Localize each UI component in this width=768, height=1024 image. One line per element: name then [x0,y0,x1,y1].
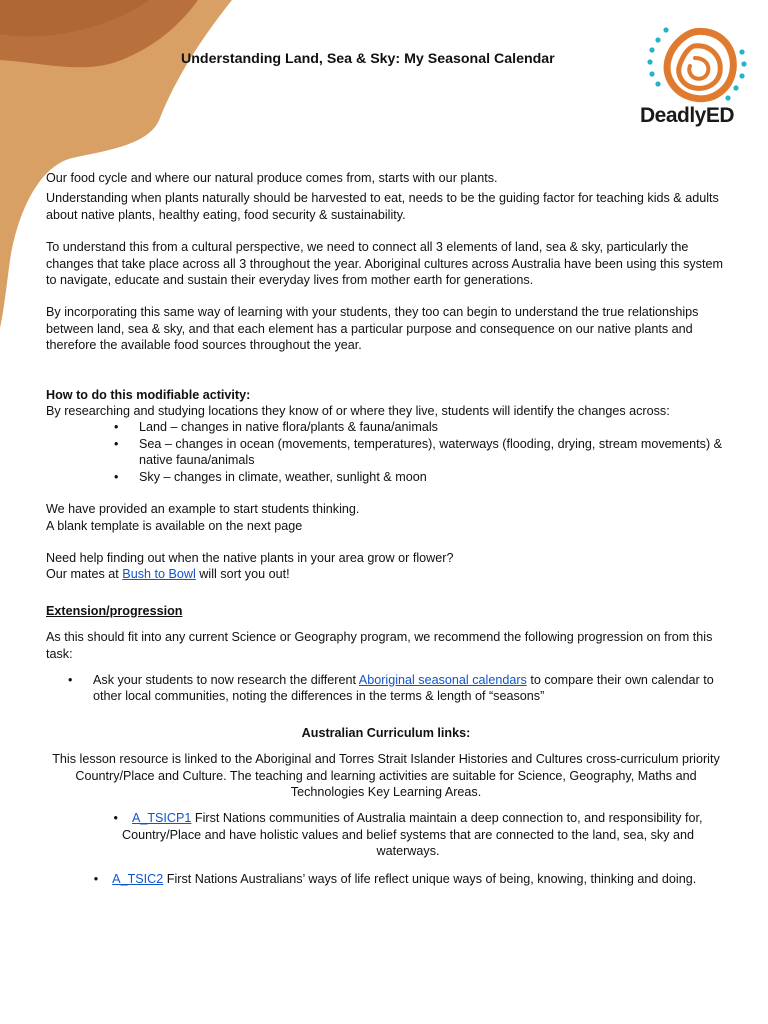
list-item: • Ask your students to now research the different Aboriginal seasonal calendars to compare their own calendar to other local communities, noting the differences in the terms & length of “seasons” [68,672,726,705]
curriculum-text: This lesson resource is linked to the Aboriginal and Torres Strait Islander Histories and Cultures cross-curriculum priority Country/Place and Culture. The teaching and learning activities are suitable for Science, Geography, Maths and Technologies Key Learning Areas. [52,752,720,799]
main-content [46,170,726,887]
page-title: Understanding Land, Sea & Sky: My Seasonal Calendar [181,51,555,67]
intro-paragraph-3: To understand this from a cultural perspective, we need to connect all 3 elements of land, sea & sky, particularly the changes that take place across all 3 throughout the year. Aboriginal cultures across Australia have been using this system to navigate, educate and sustain their everyday lives from mother earth for generations. [46,240,723,288]
list-item: • Sky – changes in climate, weather, sunlight & moon [114,469,726,485]
activity-heading: How to do this modifiable activity: [46,387,251,402]
logo-wordmark: DeadlyED [640,104,735,127]
curriculum-item-1: • A_TSICP1 First Nations communities of Australia maintain a deep connection to, and responsibility for, Country/Place and have holistic values and belief systems that are connected to the land, sea, sky and waterways. [113,811,703,859]
intro-paragraph-4: By incorporating this same way of learning with your students, they too can begin to understand the true relationships between land, sea & sky, and that each element has a particular purpose and consequence on our native plants and therefore the available food sources throughout the year. [46,305,699,353]
seasonal-calendars-link[interactable]: Aboriginal seasonal calendars [358,672,527,687]
intro-paragraph-2: Understanding when plants naturally should be harvested to eat, needs to be the guiding factor for teaching kids & adults about native plants, healthy eating, food security & sustainability. [46,191,719,222]
example-line-1: We have provided an example to start students thinking. [46,502,360,517]
example-line-2: A blank template is available on the next page [46,518,303,533]
a-tsic2-link[interactable]: A_TSIC2 [112,871,164,886]
activity-list [114,419,726,485]
a-tsicp1-link[interactable]: A_TSICP1 [131,811,192,826]
help-line-1: Need help finding out when the native plants in your area grow or flower? [46,550,454,565]
curriculum-item-2: • A_TSIC2 First Nations Australians’ ways of life reflect unique ways of being, knowing, thinking and doing. [93,871,697,886]
curriculum-heading: Australian Curriculum links: [301,725,471,740]
bush-to-bowl-link[interactable]: Bush to Bowl [122,567,196,582]
list-item: • Land – changes in native flora/plants & fauna/animals [114,419,726,435]
activity-lead: By researching and studying locations they know of or where they live, students will identify the changes across: [46,404,670,419]
extension-list [68,672,726,705]
extension-heading: Extension/progression [46,603,183,618]
help-line-2: Our mates at Bush to Bowl will sort you out! [46,567,290,582]
bullet-icon: • [93,871,113,886]
bullet-icon: • [113,811,132,826]
extension-text: As this should fit into any current Science or Geography program, we recommend the following progression on from this task: [46,630,713,661]
intro-paragraph-1: Our food cycle and where our natural produce comes from, starts with our plants. [46,171,498,185]
list-item: • Sea – changes in ocean (movements, temperatures), waterways (flooding, drying, stream movements) & native fauna/animals [114,436,726,469]
